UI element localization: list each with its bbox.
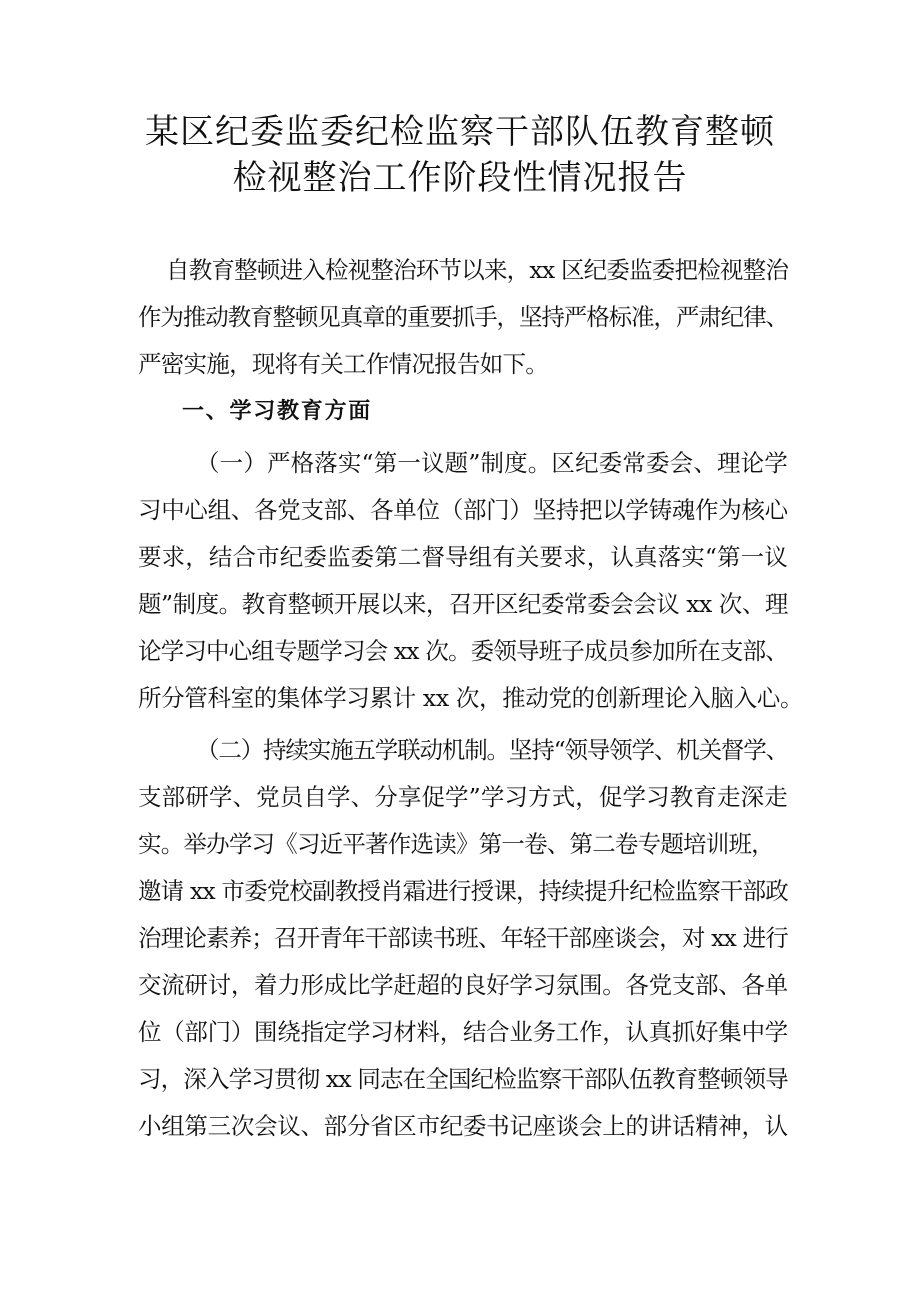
paragraph-line-text: （二）持续实施五学联动机制。坚持“领导领学、机关督学、 xyxy=(196,736,788,764)
paragraph-line xyxy=(0,539,920,575)
paragraph-line xyxy=(0,920,920,956)
document-title-line-2: 检视整治工作阶段性情况报告 xyxy=(232,158,688,198)
paragraph-line-text: 习，深入学习贯彻 xx 同志在全国纪检监察干部队伍教育整顿领导 xyxy=(138,1065,788,1093)
paragraph-line xyxy=(0,826,920,862)
paragraph-line-text: 作为推动教育整顿见真章的重要抓手，坚持严格标准，严肃纪律、 xyxy=(138,303,788,331)
paragraph-line xyxy=(0,1014,920,1050)
paragraph-line-text: （一）严格落实“第一议题”制度。区纪委常委会、理论学 xyxy=(196,449,788,477)
paragraph-line xyxy=(0,299,920,335)
paragraph-line-text: 论学习中心组专题学习会 xx 次。委领导班子成员参加所在支部、 xyxy=(138,637,788,665)
paragraph-line-text: 邀请 xx 市委党校副教授肖霜进行授课，持续提升纪检监察干部政 xyxy=(138,877,788,905)
paragraph-line xyxy=(0,779,920,815)
paragraph-line-text: 所分管科室的集体学习累计 xx 次，推动党的创新理论入脑入心。 xyxy=(138,684,804,712)
paragraph-line-text: 习中心组、各党支部、各单位（部门）坚持把以学铸魂作为核心 xyxy=(138,496,788,524)
document-title-line-1: 某区纪委监委纪检监察干部队伍教育整顿 xyxy=(145,112,775,152)
paragraph-line-text: 要求，结合市纪委监委第二督导组有关要求，认真落实“第一议 xyxy=(138,543,788,571)
paragraph-line-text: 支部研学、党员自学、分享促学”学习方式，促学习教育走深走 xyxy=(138,783,788,811)
paragraph-line xyxy=(0,680,920,716)
paragraph-line xyxy=(0,445,920,481)
paragraph-line-text: 自教育整顿进入检视整治环节以来，xx 区纪委监委把检视整治 xyxy=(166,256,789,284)
paragraph-line xyxy=(0,732,920,768)
paragraph-line-text: 小组第三次会议、部分省区市纪委书记座谈会上的讲话精神，认 xyxy=(138,1112,788,1140)
section-heading xyxy=(0,394,920,430)
paragraph-line-text: 治理论素养；召开青年干部读书班、年轻干部座谈会，对 xx 进行 xyxy=(138,924,788,952)
section-heading-text: 一、学习教育方面 xyxy=(182,399,373,424)
paragraph-line-text: 严密实施，现将有关工作情况报告如下。 xyxy=(138,350,549,378)
paragraph-line-text: 位（部门）围绕指定学习材料，结合业务工作，认真抓好集中学 xyxy=(138,1018,788,1046)
paragraph-line-text: 题”制度。教育整顿开展以来，召开区纪委常委会会议 xx 次、理 xyxy=(138,590,788,618)
paragraph-line xyxy=(0,252,920,288)
paragraph-line xyxy=(0,1061,920,1097)
paragraph-line xyxy=(0,586,920,622)
paragraph-line xyxy=(0,873,920,909)
paragraph-line-text: 实。举办学习《习近平著作选读》第一卷、第二卷专题培训班， xyxy=(138,830,774,858)
paragraph-line xyxy=(0,1108,920,1144)
paragraph-line xyxy=(0,633,920,669)
paragraph-line xyxy=(0,346,920,382)
paragraph-line-text: 交流研讨，着力形成比学赶超的良好学习氛围。各党支部、各单 xyxy=(138,971,788,999)
paragraph-line xyxy=(0,967,920,1003)
paragraph-line xyxy=(0,492,920,528)
